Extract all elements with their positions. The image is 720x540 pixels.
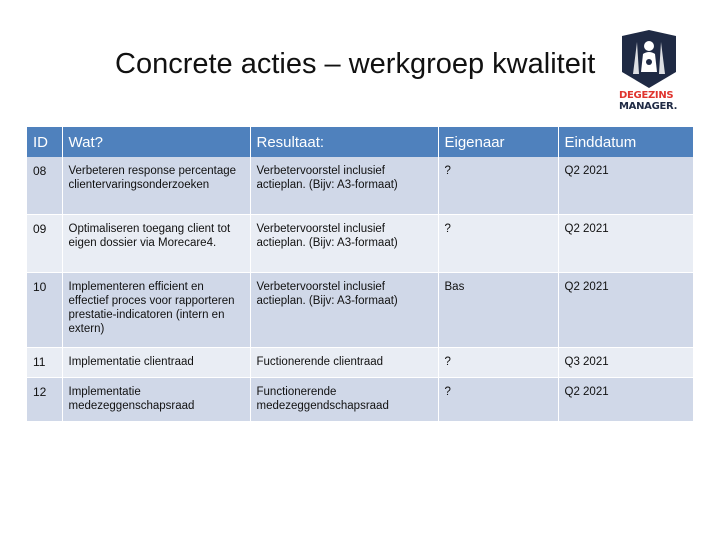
cell-id: 08 <box>27 157 62 214</box>
cell-eigenaar: ? <box>438 377 558 421</box>
cell-einddatum: Q2 2021 <box>558 272 693 347</box>
cell-einddatum: Q2 2021 <box>558 214 693 272</box>
column-header-resultaat: Resultaat: <box>250 127 438 157</box>
column-header-eigenaar: Eigenaar <box>438 127 558 157</box>
logo-text-line2: MANAGER. <box>619 101 678 112</box>
cell-id: 11 <box>27 347 62 377</box>
cell-wat: Verbeteren response percentage clientervaringsonderzoeken <box>62 157 250 214</box>
cell-wat: Implementeren efficient en effectief proces voor rapporteren prestatie-indicatoren (intern en extern) <box>62 272 250 347</box>
logo-text-line1: DEGEZINS <box>619 90 674 101</box>
cell-wat: Implementatie medezeggenschapsraad <box>62 377 250 421</box>
cell-id: 10 <box>27 272 62 347</box>
table-header-row <box>27 127 693 157</box>
table-row <box>27 157 693 214</box>
column-header-wat: Wat? <box>62 127 250 157</box>
cell-eigenaar: ? <box>438 157 558 214</box>
cell-einddatum: Q2 2021 <box>558 377 693 421</box>
cell-id: 12 <box>27 377 62 421</box>
table-row <box>27 272 693 347</box>
cell-wat: Implementatie clientraad <box>62 347 250 377</box>
column-header-einddatum: Einddatum <box>558 127 693 157</box>
table-row <box>27 214 693 272</box>
cell-eigenaar: ? <box>438 214 558 272</box>
cell-resultaat: Verbetervoorstel inclusief actieplan. (Bijv: A3-formaat) <box>250 272 438 347</box>
cell-einddatum: Q3 2021 <box>558 347 693 377</box>
cell-resultaat: Functionerende medezeggendschapsraad <box>250 377 438 421</box>
cell-resultaat: Verbetervoorstel inclusief actieplan. (Bijv: A3-formaat) <box>250 157 438 214</box>
cell-eigenaar: ? <box>438 347 558 377</box>
logo-emblem-icon <box>613 28 685 90</box>
degezinsmanager-logo <box>613 28 685 120</box>
table-row <box>27 377 693 421</box>
column-header-id: ID <box>27 127 62 157</box>
cell-wat: Optimaliseren toegang client tot eigen dossier via Morecare4. <box>62 214 250 272</box>
page-title: Concrete acties – werkgroep kwaliteit <box>115 48 596 80</box>
cell-eigenaar: Bas <box>438 272 558 347</box>
cell-einddatum: Q2 2021 <box>558 157 693 214</box>
cell-resultaat: Verbetervoorstel inclusief actieplan. (Bijv: A3-formaat) <box>250 214 438 272</box>
cell-resultaat: Fuctionerende clientraad <box>250 347 438 377</box>
cell-id: 09 <box>27 214 62 272</box>
table-row <box>27 347 693 377</box>
actions-table <box>27 127 694 422</box>
